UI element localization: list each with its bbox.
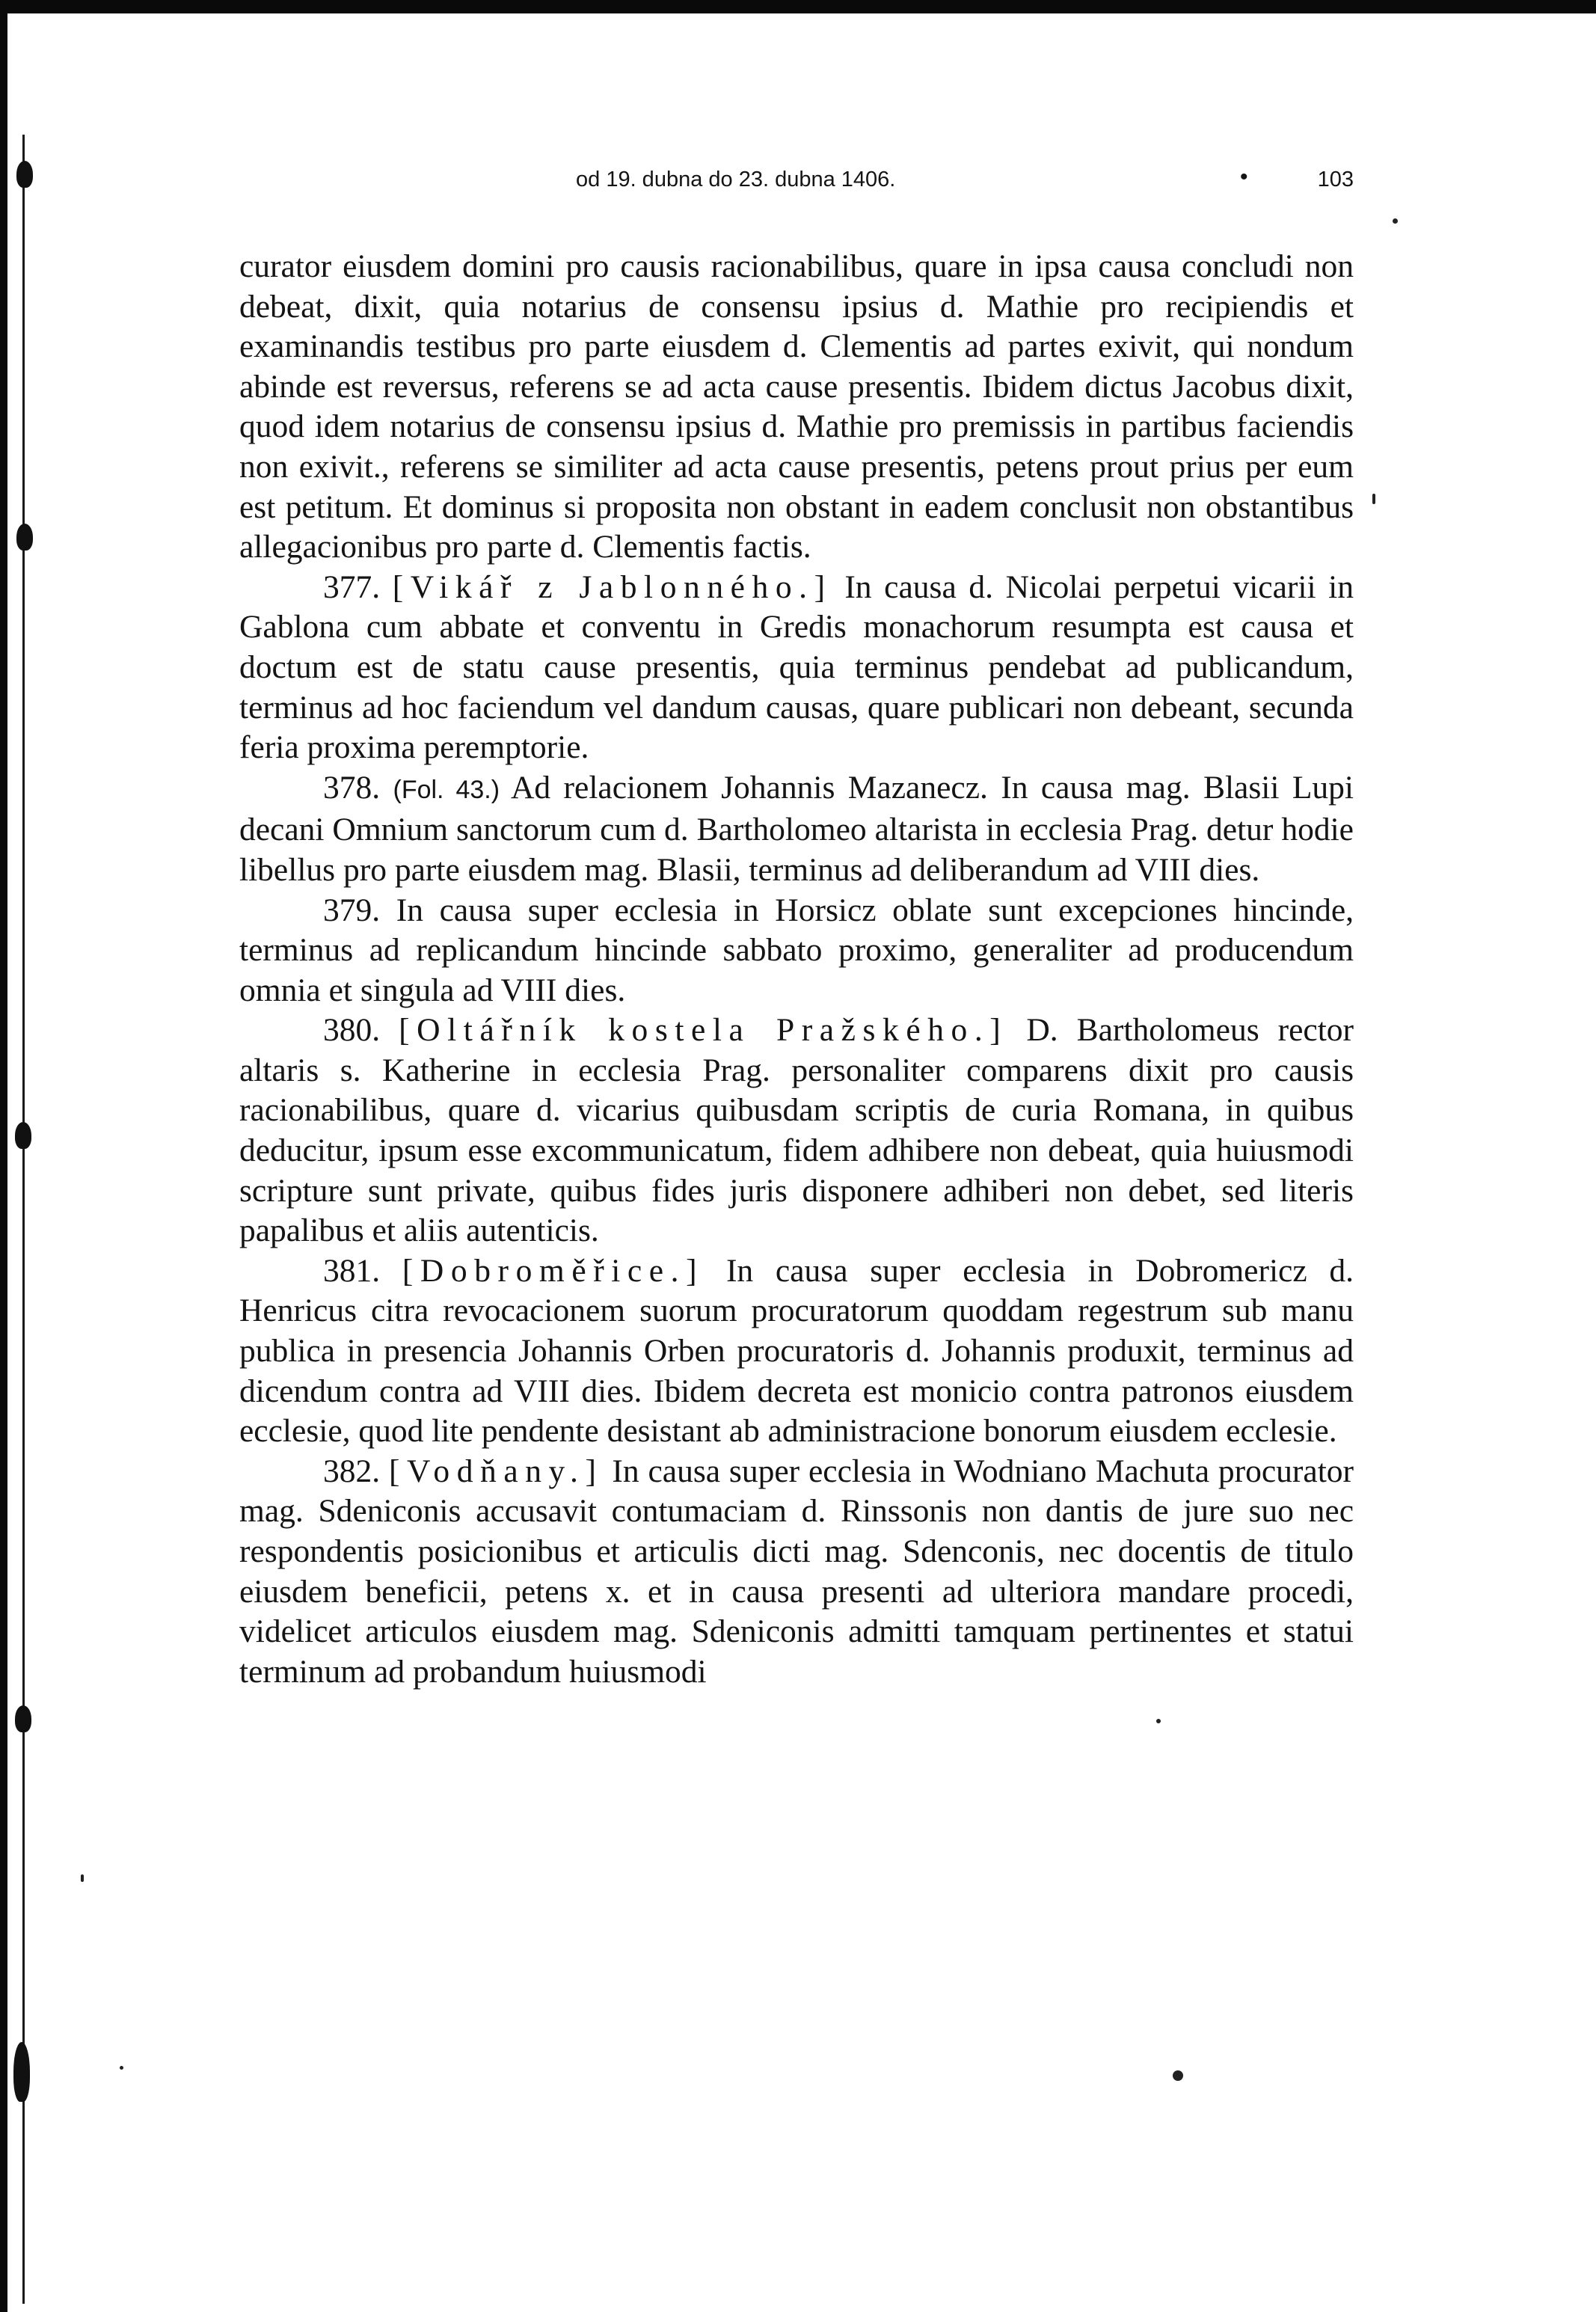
page-number: 103 xyxy=(1317,168,1354,191)
scan-speck xyxy=(1393,218,1398,224)
entry-heading: [Vodňany.] xyxy=(388,1453,604,1489)
entry-number: 378. xyxy=(323,769,381,806)
binding-mark xyxy=(15,1705,31,1732)
binding-mark xyxy=(16,524,33,551)
entry-text: In causa d. Nicolai perpetui vicarii in Gablona cum abbate et conventu in Gredis monachorum resumpta est causa et doctum est de statu cause presentis, quia terminus pendebat ad publicandum, terminus ad hoc faciendum vel dandum causas, quare publicari non debeant, secunda feria proxima peremptorie. xyxy=(239,568,1354,766)
scan-speck xyxy=(1156,1719,1161,1723)
entry-378 xyxy=(239,768,1354,891)
scan-speck xyxy=(81,1874,84,1882)
binding-mark xyxy=(13,2042,30,2102)
entry-heading: [Oltářník kostela Pražského.] xyxy=(399,1012,1008,1049)
entry-text: In causa super ecclesia in Horsicz oblate sunt excepciones hincinde, terminus ad replicandum hincinde sabbato proximo, generaliter ad producendum omnia et singula ad VIII dies. xyxy=(239,892,1354,1008)
entry-380 xyxy=(239,1011,1354,1251)
entry-377 xyxy=(239,568,1354,768)
entry-379 xyxy=(239,891,1354,1011)
continuation-paragraph: curator eiusdem domini pro causis racionabilibus, quare in ipsa causa concludi non debeat, dixit, quia notarius de consensu ipsius d. Mathie pro recipiendis et examinandis testibus pro parte eiusdem d. Clementis ad partes exivit, qui nondum abinde est reversus, referens se ad acta cause presentis. Ibidem dictus Jacobus dixit, quod idem notarius de consensu ipsius d. Mathie pro premissis in partibus faciendis non exivit., referens se similiter ad acta cause presentis, petens prout prius per eum est petitum. Et dominus si proposita non obstant in eadem conclusit non obstantibus allegacionibus pro parte d. Clementis factis. xyxy=(239,248,1354,565)
binding-mark xyxy=(15,1122,31,1149)
scan-border-top xyxy=(0,0,1596,13)
entry-text: In causa super ecclesia in Wodniano Machuta procurator mag. Sdeniconis accusavit contumaciam d. Rinssonis non dantis de jure suo nec respondentis posicionibus et articulis dicti mag. Sdenconis, nec docentis de titulo eiusdem beneficii, petens x. et in causa presenti ad ulteriora mandare procedi, videlicet articulos eiusdem mag. Sdeniconis admitti tamquam pertinentes et statui terminum ad probandum huiusmodi xyxy=(239,1453,1354,1690)
scan-speck xyxy=(1372,494,1375,504)
folio-reference: (Fol. 43.) xyxy=(393,775,500,804)
running-title: od 19. dubna do 23. dubna 1406. xyxy=(576,168,896,191)
main-text xyxy=(239,247,1354,1692)
entry-381 xyxy=(239,1251,1354,1452)
binding-mark xyxy=(16,161,33,188)
scan-speck xyxy=(1173,2070,1183,2081)
binding-edge xyxy=(22,135,25,2304)
header-separator: • xyxy=(1240,165,1248,189)
entry-382 xyxy=(239,1452,1354,1693)
scan-border-left xyxy=(0,0,7,2312)
entry-text: In causa super ecclesia in Dobromericz d. Henricus citra revocacionem suorum procuratorum quoddam regestrum sub manu publica in presencia Johannis Orben procuratoris d. Johannis produxit, terminus ad dicendum contra ad VIII dies. Ibidem decreta est monicio contra patronos eiusdem ecclesie, quod lite pendente desistant ab administracione bonorum eiusdem ecclesie. xyxy=(239,1252,1354,1450)
entry-number: 377. xyxy=(323,568,381,605)
entry-number: 382. xyxy=(323,1453,381,1489)
page-header xyxy=(239,165,1354,202)
entry-number: 379. xyxy=(323,892,381,928)
entry-number: 381. xyxy=(323,1252,381,1289)
entry-heading: [Dobroměřice.] xyxy=(402,1252,705,1289)
entry-heading: [Vikář z Jablonného.] xyxy=(392,568,832,605)
entry-number: 380. xyxy=(323,1012,381,1049)
scan-speck xyxy=(120,2066,123,2070)
entry-text: D. Bartholomeus rector altaris s. Katherine in ecclesia Prag. personaliter comparens dixit pro causis racionabilibus, quare d. vicarius quibusdam scriptis de curia Romana, in quibus deducitur, ipsum esse excommunicatum, fidem adhibere non debeat, quia huiusmodi scripture sunt private, quibus fides juris disponere adhiberi non debet, sed literis papalibus et aliis autenticis. xyxy=(239,1012,1354,1249)
entry-text: Ad relacionem Johannis Mazanecz. In causa mag. Blasii Lupi decani Omnium sanctorum cum d. Bartholomeo altarista in ecclesia Prag. detur hodie libellus pro parte eiusdem mag. Blasii, terminus ad deliberandum ad VIII dies. xyxy=(239,769,1354,888)
